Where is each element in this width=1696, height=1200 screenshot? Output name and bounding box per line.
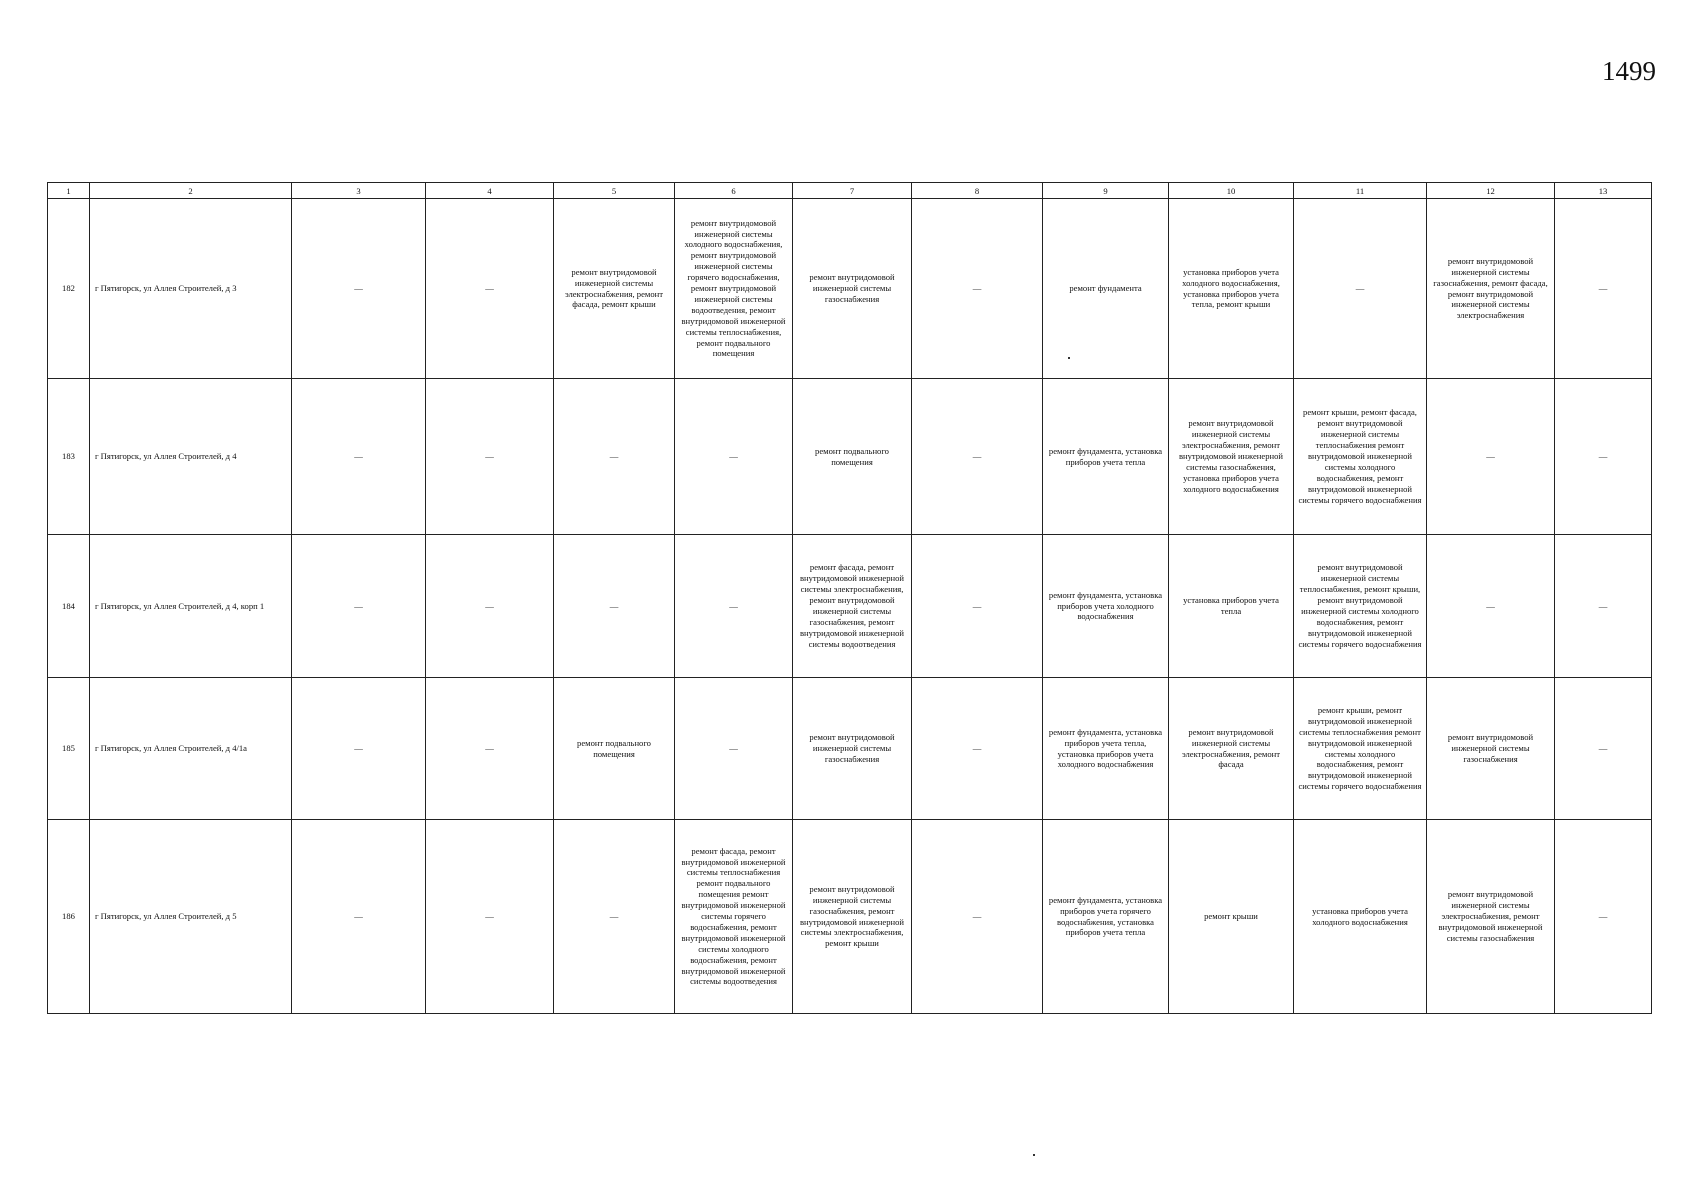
cell-col-12: ремонт внутридомовой инженерной системы электроснабжения, ремонт внутридомовой инженерной системы газоснабжения (1427, 820, 1555, 1014)
cell-col-8: — (912, 678, 1043, 820)
cell-col-9: ремонт фундамента, установка приборов учета горячего водоснабжения, установка приборов учета тепла (1043, 820, 1169, 1014)
cell-col-3: — (292, 199, 426, 379)
column-header: 7 (793, 183, 912, 199)
address-cell: г Пятигорск, ул Аллея Строителей, д 5 (90, 820, 292, 1014)
cell-col-10: установка приборов учета холодного водоснабжения, установка приборов учета тепла, ремонт крыши (1169, 199, 1294, 379)
row-number: 184 (48, 535, 90, 678)
cell-col-10: установка приборов учета тепла (1169, 535, 1294, 678)
scan-speck (1033, 1154, 1035, 1156)
cell-col-13: — (1555, 379, 1652, 535)
cell-col-7: ремонт фасада, ремонт внутридомовой инженерной системы электроснабжения, ремонт внутридомовой инженерной системы газоснабжения, ремонт внутридомовой инженерной системы водоотведения (793, 535, 912, 678)
cell-col-7: ремонт внутридомовой инженерной системы газоснабжения (793, 199, 912, 379)
cell-col-5: — (554, 535, 675, 678)
table-row (48, 820, 1652, 1014)
column-header: 2 (90, 183, 292, 199)
cell-col-4: — (426, 820, 554, 1014)
address-cell: г Пятигорск, ул Аллея Строителей, д 4 (90, 379, 292, 535)
cell-col-3: — (292, 820, 426, 1014)
cell-col-4: — (426, 535, 554, 678)
row-number: 182 (48, 199, 90, 379)
cell-col-6: — (675, 678, 793, 820)
column-header: 13 (1555, 183, 1652, 199)
cell-col-10: ремонт крыши (1169, 820, 1294, 1014)
cell-col-5: — (554, 820, 675, 1014)
cell-col-8: — (912, 820, 1043, 1014)
cell-col-5: ремонт подвального помещения (554, 678, 675, 820)
repair-plan-table-wrapper (47, 182, 1651, 1014)
cell-col-9: ремонт фундамента, установка приборов учета тепла (1043, 379, 1169, 535)
column-header: 10 (1169, 183, 1294, 199)
cell-col-10: ремонт внутридомовой инженерной системы электроснабжения, ремонт фасада (1169, 678, 1294, 820)
scan-speck (1068, 357, 1070, 359)
address-cell: г Пятигорск, ул Аллея Строителей, д 3 (90, 199, 292, 379)
cell-col-5: — (554, 379, 675, 535)
cell-col-11: — (1294, 199, 1427, 379)
cell-col-5: ремонт внутридомовой инженерной системы электроснабжения, ремонт фасада, ремонт крыши (554, 199, 675, 379)
address-cell: г Пятигорск, ул Аллея Строителей, д 4/1а (90, 678, 292, 820)
row-number: 183 (48, 379, 90, 535)
cell-col-12: — (1427, 535, 1555, 678)
cell-col-8: — (912, 535, 1043, 678)
cell-col-6: ремонт фасада, ремонт внутридомовой инженерной системы теплоснабжения ремонт подвального помещения ремонт внутридомовой инженерной системы горячего водоснабжения, ремонт внутридомовой инженерной системы холодного водоснабжения, ремонт внутридомовой инженерной системы водоотведения (675, 820, 793, 1014)
cell-col-3: — (292, 379, 426, 535)
column-header: 8 (912, 183, 1043, 199)
cell-col-13: — (1555, 820, 1652, 1014)
cell-col-3: — (292, 535, 426, 678)
page-number: 1499 (1602, 56, 1656, 86)
row-number: 186 (48, 820, 90, 1014)
cell-col-8: — (912, 379, 1043, 535)
cell-col-13: — (1555, 678, 1652, 820)
cell-col-4: — (426, 379, 554, 535)
cell-col-6: ремонт внутридомовой инженерной системы холодного водоснабжения, ремонт внутридомовой инженерной системы горячего водоснабжения, ремонт внутридомовой инженерной системы водоотведения, ремонт внутридомовой инженерной системы теплоснабжения, ремонт подвального помещения (675, 199, 793, 379)
column-header: 5 (554, 183, 675, 199)
cell-col-11: ремонт крыши, ремонт фасада, ремонт внутридомовой инженерной системы теплоснабжения ремонт внутридомовой инженерной системы холодного водоснабжения, ремонт внутридомовой инженерной системы горячего водоснабжения (1294, 379, 1427, 535)
column-header: 3 (292, 183, 426, 199)
table-row (48, 199, 1652, 379)
cell-col-11: ремонт внутридомовой инженерной системы теплоснабжения, ремонт крыши, ремонт внутридомовой инженерной системы холодного водоснабжения, ремонт внутридомовой инженерной системы горячего водоснабжения (1294, 535, 1427, 678)
cell-col-11: установка приборов учета холодного водоснабжения (1294, 820, 1427, 1014)
table-row (48, 379, 1652, 535)
cell-col-12: ремонт внутридомовой инженерной системы газоснабжения, ремонт фасада, ремонт внутридомовой инженерной системы электроснабжения (1427, 199, 1555, 379)
cell-col-8: — (912, 199, 1043, 379)
column-header: 4 (426, 183, 554, 199)
cell-col-3: — (292, 678, 426, 820)
cell-col-7: ремонт внутридомовой инженерной системы газоснабжения (793, 678, 912, 820)
row-number: 185 (48, 678, 90, 820)
column-number-header-row (48, 183, 1652, 199)
table-row (48, 535, 1652, 678)
repair-plan-table (47, 182, 1652, 1014)
column-header: 1 (48, 183, 90, 199)
cell-col-6: — (675, 535, 793, 678)
cell-col-9: ремонт фундамента (1043, 199, 1169, 379)
column-header: 9 (1043, 183, 1169, 199)
column-header: 12 (1427, 183, 1555, 199)
cell-col-7: ремонт внутридомовой инженерной системы газоснабжения, ремонт внутридомовой инженерной системы электроснабжения, ремонт крыши (793, 820, 912, 1014)
cell-col-6: — (675, 379, 793, 535)
cell-col-4: — (426, 678, 554, 820)
cell-col-9: ремонт фундамента, установка приборов учета тепла, установка приборов учета холодного водоснабжения (1043, 678, 1169, 820)
column-header: 11 (1294, 183, 1427, 199)
cell-col-9: ремонт фундамента, установка приборов учета холодного водоснабжения (1043, 535, 1169, 678)
cell-col-4: — (426, 199, 554, 379)
table-row (48, 678, 1652, 820)
cell-col-13: — (1555, 199, 1652, 379)
column-header: 6 (675, 183, 793, 199)
cell-col-13: — (1555, 535, 1652, 678)
cell-col-12: — (1427, 379, 1555, 535)
address-cell: г Пятигорск, ул Аллея Строителей, д 4, корп 1 (90, 535, 292, 678)
cell-col-7: ремонт подвального помещения (793, 379, 912, 535)
cell-col-11: ремонт крыши, ремонт внутридомовой инженерной системы теплоснабжения ремонт внутридомовой инженерной системы холодного водоснабжения, ремонт внутридомовой инженерной системы горячего водоснабжения (1294, 678, 1427, 820)
cell-col-10: ремонт внутридомовой инженерной системы электроснабжения, ремонт внутридомовой инженерной системы газоснабжения, установка приборов учета холодного водоснабжения (1169, 379, 1294, 535)
cell-col-12: ремонт внутридомовой инженерной системы газоснабжения (1427, 678, 1555, 820)
